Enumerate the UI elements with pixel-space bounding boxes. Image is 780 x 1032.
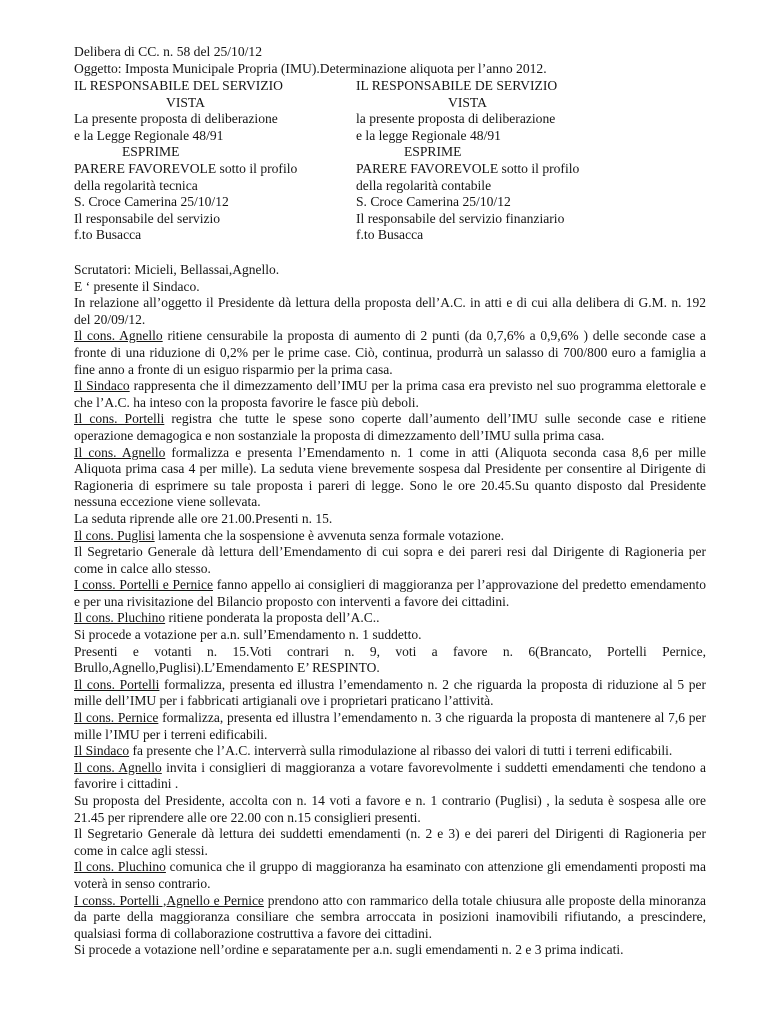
left-line-7: f.to Busacca [74, 227, 142, 243]
opinions-section [74, 78, 714, 244]
paragraph-text: formalizza, presenta ed illustra l’emendamento n. 3 che riguarda la proposta di mantenere al 7,6 per mille l’IMU per i terreni edificabili. [74, 710, 706, 742]
document-header [74, 44, 714, 78]
right-line-3: PARERE FAVOREVOLE sotto il profilo [356, 160, 580, 176]
right-vista: VISTA [448, 94, 487, 110]
minutes-body [74, 262, 706, 959]
speaker-name: Il cons. Agnello [74, 328, 163, 344]
paragraph [74, 893, 706, 943]
left-vista: VISTA [166, 94, 205, 110]
paragraph [74, 610, 706, 627]
speaker-name: I conss. Portelli ,Agnello e Pernice [74, 892, 264, 908]
speaker-name: Il Sindaco [74, 743, 130, 759]
right-line-7: f.to Busacca [356, 227, 424, 243]
delibera-reference: Delibera di CC. n. 58 del 25/10/12 [74, 44, 263, 59]
speaker-name: Il cons. Puglisi [74, 527, 155, 543]
scrutatori-line: Scrutatori: Micieli, Bellassai,Agnello. [74, 262, 280, 277]
paragraph: Su proposta del Presidente, accolta con n. 14 voti a favore e n. 1 contrario (Puglisi) , la seduta è sospesa alle ore 21.45 per riprendere alle ore 22.00 con n.15 consiglieri presenti. [74, 793, 706, 825]
paragraph-text: lamenta che la sospensione è avvenuta senza formale votazione. [154, 527, 504, 543]
speaker-name: Il cons. Pluchino [74, 610, 166, 626]
right-line-6: Il responsabile del servizio finanziario [356, 210, 565, 226]
paragraph [74, 577, 706, 610]
paragraph-text: ritiene ponderata la proposta dell’A.C.. [165, 610, 380, 626]
right-line-1: la presente proposta di deliberazione [356, 111, 556, 127]
paragraph: Si procede a votazione nell’ordine e separatamente per a.n. sugli emendamenti n. 2 e 3 prima indicati. [74, 942, 624, 958]
right-line-2: e la legge Regionale 48/91 [356, 127, 501, 143]
paragraph [74, 328, 706, 378]
speaker-name: Il Sindaco [74, 378, 130, 394]
subject-line: Oggetto: Imposta Municipale Propria (IMU).Determinazione aliquota per l’anno 2012. [74, 60, 547, 76]
technical-opinion [74, 78, 356, 244]
paragraph: La seduta riprende alle ore 21.00.Presenti n. 15. [74, 510, 333, 526]
speaker-name: Il cons. Pluchino [74, 859, 166, 875]
paragraph [74, 859, 706, 892]
paragraph-text: comunica che il gruppo di maggioranza ha esaminato con attenzione gli emendamenti proposti ma voterà in senso contrario. [74, 859, 706, 891]
left-line-3: PARERE FAVOREVOLE sotto il profilo [74, 160, 298, 176]
paragraph [74, 760, 706, 793]
paragraph-text: rappresenta che il dimezzamento dell’IMU per la prima casa era previsto nel suo programma elettorale e che l’A.C. ha inteso con la proposta favorire le fasce più deboli. [74, 378, 706, 410]
left-line-5: S. Croce Camerina 25/10/12 [74, 194, 229, 210]
speaker-name: Il cons. Pernice [74, 710, 159, 726]
paragraph-text: fanno appello ai consiglieri di maggioranza per l’approvazione del predetto emendamento e per una rivisitazione del Bilancio proposto con interventi a favore dei cittadini. [74, 577, 706, 609]
paragraph-text: ritiene censurabile la proposta di aumento di 2 punti (da 0,7,6% a 0,9,6% ) delle seconde case a fronte di una riduzione di 0,2% per le prime case. Ciò, continua, produrrà un salasso di 700/800 euro a famiglia a fine anno a fronte di un esiguo risparmio per la prima casa. [74, 328, 706, 377]
paragraph-text: formalizza, presenta ed illustra l’emendamento n. 2 che riguarda la proposta di riduzione al 5 per mille dell’IMU per i fabbricati artigianali ove i proprietari praticano l’attività. [74, 676, 706, 709]
paragraph-text: formalizza e presenta l’Emendamento n. 1 come in atti (Aliquota seconda casa 8,6 per mille Aliquota prima casa 4 per mille). La seduta viene brevemente sospesa dal Presidente per consentire al Dirigente di Ragioneria di esprimere su tale proposta i pareri di legge. Sono le ore 20.45.Su quanto disposto dal Presidente nessuna eccezione viene sollevata. [74, 444, 706, 510]
paragraph [74, 378, 706, 411]
speaker-name: Il cons. Portelli [74, 676, 160, 692]
speaker-name: I conss. Portelli e Pernice [74, 577, 213, 593]
paragraph [74, 743, 706, 760]
paragraph: In relazione all’oggetto il Presidente dà lettura della proposta dell’A.C. in atti e di cui alla delibera di G.M. n. 192 del 20/09/12. [74, 295, 706, 327]
accounting-opinion [356, 78, 638, 244]
paragraph: Il Segretario Generale dà lettura dei suddetti emendamenti (n. 2 e 3) e dei pareri del Dirigenti di Ragioneria per come in calce agli stessi. [74, 826, 706, 858]
speaker-name: Il cons. Portelli [74, 411, 165, 427]
right-title: IL RESPONSABILE DE SERVIZIO [356, 78, 558, 93]
paragraph [74, 677, 706, 710]
paragraph [74, 528, 706, 545]
left-line-4: della regolarità tecnica [74, 177, 198, 193]
paragraph [74, 445, 706, 511]
paragraph-text: registra che tutte le spese sono coperte dall’aumento dell’IMU sulle seconde case e ritiene operazione demagogica e non sostanziale la proposta di dimezzamento dell’IMU sulla prima casa. [74, 411, 706, 443]
right-line-5: S. Croce Camerina 25/10/12 [356, 194, 511, 210]
right-esprime: ESPRIME [404, 144, 462, 160]
left-line-2: e la Legge Regionale 48/91 [74, 127, 224, 143]
paragraph-text: invita i consiglieri di maggioranza a votare favorevolmente i suddetti emendamenti che tendono a favorire i cittadini . [74, 759, 706, 792]
left-esprime: ESPRIME [122, 144, 180, 160]
paragraph: Il Segretario Generale dà lettura dell’Emendamento di cui sopra e dei pareri resi dal Dirigente di Ragioneria per come in calce allo stesso. [74, 544, 706, 576]
speaker-name: Il cons. Agnello [74, 444, 166, 460]
paragraph-text: fa presente che l’A.C. interverrà sulla rimodulazione al ribasso dei valori di tutti i terreni edificabili. [129, 743, 673, 759]
paragraph-text: prendono atto con rammarico della totale chiusura alle proposte della minoranza da parte della maggioranza consiliare che sembra arroccata in posizioni inamovibili rifiutando, a prescindere, qualsiasi forma di collaborazione costruttiva a favore dei cittadini. [74, 892, 706, 941]
paragraph [74, 411, 706, 444]
right-line-4: della regolarità contabile [356, 177, 492, 193]
paragraph: Si procede a votazione per a.n. sull’Emendamento n. 1 suddetto. [74, 627, 422, 643]
speaker-name: Il cons. Agnello [74, 759, 162, 775]
paragraph [74, 710, 706, 743]
sindaco-present: E ‘ presente il Sindaco. [74, 278, 200, 294]
left-line-6: Il responsabile del servizio [74, 210, 221, 226]
paragraph: Presenti e votanti n. 15.Voti contrari n. 9, voti a favore n. 6(Brancato, Portelli Pernice, Brullo,Agnello,Puglisi).L’Emendamento E’ RESPINTO. [74, 643, 706, 676]
left-line-1: La presente proposta di deliberazione [74, 111, 278, 127]
left-title: IL RESPONSABILE DEL SERVIZIO [74, 78, 283, 93]
